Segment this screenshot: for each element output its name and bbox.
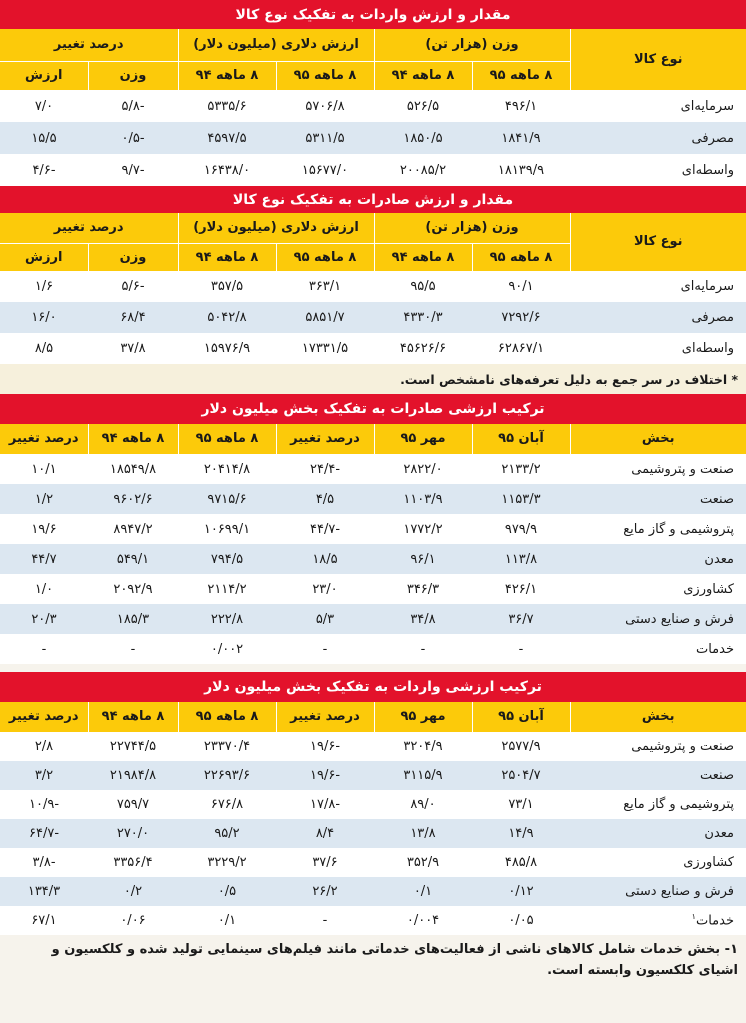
table-row [0, 906, 746, 935]
header-sector: بخش [570, 702, 746, 732]
row-label: صنعت و پتروشیمی [570, 732, 746, 761]
cell: ۵۳۳۵/۶ [178, 90, 276, 122]
cell: ۰/۲ [88, 877, 178, 906]
header-v95: ۸ ماهه ۹۵ [276, 61, 374, 90]
cell: ۰/۱ [178, 906, 276, 935]
cell: ۱۸/۵ [276, 544, 374, 574]
cell: ۱/۲ [0, 484, 88, 514]
cell: -۴/۶ [0, 154, 88, 186]
cell: ۱۰/۱ [0, 454, 88, 484]
header-change: درصد تغییر [276, 702, 374, 732]
cell: ۷/۰ [0, 90, 88, 122]
cell: ۰/۰۰۴ [374, 906, 472, 935]
imports-by-sector-title: ترکیب ارزشی واردات به تفکیک بخش میلیون دلار [0, 672, 746, 702]
cell: ۱۵/۵ [0, 122, 88, 154]
header-w94: ۸ ماهه ۹۴ [374, 243, 472, 271]
row-label: پتروشیمی و گاز مایع [570, 514, 746, 544]
cell: ۷۲۹۲/۶ [472, 302, 570, 333]
cell: -۰/۵ [88, 122, 178, 154]
header-v94: ۸ ماهه ۹۴ [178, 61, 276, 90]
cell: ۲۵۷۷/۹ [472, 732, 570, 761]
cell: ۱۸۱۳۹/۹ [472, 154, 570, 186]
cell: ۳۶/۷ [472, 604, 570, 634]
header-change-2: درصد تغییر [0, 702, 88, 732]
cell: ۳۷/۶ [276, 848, 374, 877]
exports-by-type-table [0, 213, 746, 364]
cell: ۰/۰۶ [88, 906, 178, 935]
row-label: واسطه‌ای [570, 333, 746, 364]
cell: ۳۵۷/۵ [178, 271, 276, 302]
cell: ۹۶/۱ [374, 544, 472, 574]
header-m8-95: ۸ ماهه ۹۵ [178, 702, 276, 732]
cell: ۵۳۱۱/۵ [276, 122, 374, 154]
table-row [0, 122, 746, 154]
cell: -۱۹/۶ [276, 732, 374, 761]
row-label: کشاورزی [570, 848, 746, 877]
spacer [0, 664, 746, 672]
cell: ۹۷۱۵/۶ [178, 484, 276, 514]
cell: ۸/۴ [276, 819, 374, 848]
cell: ۲۳۳۷۰/۴ [178, 732, 276, 761]
cell: ۴۳۳۰/۳ [374, 302, 472, 333]
header-mehr95: مهر ۹۵ [374, 702, 472, 732]
row-label: مصرفی [570, 302, 746, 333]
row-label [570, 906, 746, 935]
cell: ۳۴۶/۳ [374, 574, 472, 604]
cell: ۱۵۶۷۷/۰ [276, 154, 374, 186]
header-m8-94: ۸ ماهه ۹۴ [88, 702, 178, 732]
table-row [0, 848, 746, 877]
cell: ۱۱۳/۸ [472, 544, 570, 574]
header-aban95: آبان ۹۵ [472, 702, 570, 732]
cell: ۲۱۱۴/۲ [178, 574, 276, 604]
row-label: صنعت و پتروشیمی [570, 454, 746, 484]
cell: ۱۷۳۳۱/۵ [276, 333, 374, 364]
cell: ۶۷/۱ [0, 906, 88, 935]
tariff-note: * اختلاف در سر جمع به دلیل تعرفه‌های نامشخص است. [0, 364, 746, 394]
cell: -۱۹/۶ [276, 761, 374, 790]
row-label: فرش و صنایع دستی [570, 877, 746, 906]
cell: ۴/۵ [276, 484, 374, 514]
cell: ۵۰۴۲/۸ [178, 302, 276, 333]
imports-by-type-title: مقدار و ارزش واردات به تفکیک نوع کالا [0, 0, 746, 29]
cell: ۵۸۵۱/۷ [276, 302, 374, 333]
cell: - [374, 634, 472, 664]
cell: ۱۸۴۱/۹ [472, 122, 570, 154]
cell: ۸۹۴۷/۲ [88, 514, 178, 544]
cell: ۱۸۵۴۹/۸ [88, 454, 178, 484]
cell: ۱۸۵۰/۵ [374, 122, 472, 154]
cell: ۴۵۶۲۶/۶ [374, 333, 472, 364]
cell: -۵/۸ [88, 90, 178, 122]
services-footnote: ۱- بخش خدمات شامل کالاهای ناشی از فعالیت‌های خدماتی مانند فیلم‌های سینمایی تولید شده و کلکسیون و اشیای کلکسیون وابسته است. [51, 942, 738, 978]
table-row [0, 454, 746, 484]
cell: - [0, 634, 88, 664]
exports-by-type-title: مقدار و ارزش صادرات به تفکیک نوع کالا [0, 186, 746, 213]
cell: ۲۶/۲ [276, 877, 374, 906]
cell: ۷۵۹/۷ [88, 790, 178, 819]
table-row [0, 271, 746, 302]
table-row [0, 302, 746, 333]
row-label: سرمایه‌ای [570, 271, 746, 302]
cell: ۳۴/۸ [374, 604, 472, 634]
header-sector: بخش [570, 424, 746, 454]
header-weight-group: وزن (هزار تن) [374, 213, 570, 243]
cell: ۱/۰ [0, 574, 88, 604]
cell: ۱/۶ [0, 271, 88, 302]
table-row [0, 761, 746, 790]
header-change: درصد تغییر [276, 424, 374, 454]
cell: ۲۳/۰ [276, 574, 374, 604]
header-value-group: ارزش دلاری (میلیون دلار) [178, 29, 374, 61]
cell: ۳/۲ [0, 761, 88, 790]
cell: - [88, 634, 178, 664]
cell: ۱۶۴۳۸/۰ [178, 154, 276, 186]
cell: ۳۲۰۴/۹ [374, 732, 472, 761]
row-label: مصرفی [570, 122, 746, 154]
exports-by-sector-title: ترکیب ارزشی صادرات به تفکیک بخش میلیون دلار [0, 394, 746, 424]
cell: ۹۰/۱ [472, 271, 570, 302]
cell: ۶۷۶/۸ [178, 790, 276, 819]
cell: ۱۱۰۳/۹ [374, 484, 472, 514]
cell: -۶۴/۷ [0, 819, 88, 848]
cell: ۲۱۹۸۴/۸ [88, 761, 178, 790]
header-aban95: آبان ۹۵ [472, 424, 570, 454]
cell: ۳۳۵۶/۴ [88, 848, 178, 877]
cell: ۴۵۹۷/۵ [178, 122, 276, 154]
cell: ۶۲۸۶۷/۱ [472, 333, 570, 364]
cell: ۱۱۵۳/۳ [472, 484, 570, 514]
cell: ۸۹/۰ [374, 790, 472, 819]
cell: ۰/۵ [178, 877, 276, 906]
cell: - [472, 634, 570, 664]
cell: ۲/۸ [0, 732, 88, 761]
cell: ۴۴/۷ [0, 544, 88, 574]
cell: ۲۵۰۴/۷ [472, 761, 570, 790]
cell: ۰/۱۲ [472, 877, 570, 906]
cell: ۲۰۴۱۴/۸ [178, 454, 276, 484]
header-type: نوع کالا [570, 213, 746, 271]
cell: ۲۰۰۸۵/۲ [374, 154, 472, 186]
cell: ۹۵/۵ [374, 271, 472, 302]
cell: ۹۷۹/۹ [472, 514, 570, 544]
table-row [0, 634, 746, 664]
cell: ۵/۳ [276, 604, 374, 634]
cell: ۶۸/۴ [88, 302, 178, 333]
table-row [0, 604, 746, 634]
header-change-weight: وزن [88, 243, 178, 271]
cell: - [276, 634, 374, 664]
cell: ۱۷۷۲/۲ [374, 514, 472, 544]
row-label: معدن [570, 819, 746, 848]
cell: ۴۸۵/۸ [472, 848, 570, 877]
cell: -۱۰/۹ [0, 790, 88, 819]
header-change-value: ارزش [0, 243, 88, 271]
table-row [0, 544, 746, 574]
cell: ۴۹۶/۱ [472, 90, 570, 122]
header-change-group: درصد تغییر [0, 29, 178, 61]
cell: ۷۳/۱ [472, 790, 570, 819]
table-row [0, 90, 746, 122]
row-label: خدمات [570, 634, 746, 664]
footnote-mark: ۱ [691, 912, 696, 922]
row-label: پتروشیمی و گاز مایع [570, 790, 746, 819]
row-label: فرش و صنایع دستی [570, 604, 746, 634]
row-label: صنعت [570, 761, 746, 790]
cell: ۳۱۱۵/۹ [374, 761, 472, 790]
cell: ۳۵۲/۹ [374, 848, 472, 877]
cell: ۵۲۶/۵ [374, 90, 472, 122]
header-change-2: درصد تغییر [0, 424, 88, 454]
cell: ۲۸۲۲/۰ [374, 454, 472, 484]
table-row [0, 574, 746, 604]
cell: ۳۲۲۹/۲ [178, 848, 276, 877]
header-change-weight: وزن [88, 61, 178, 90]
row-label-text: خدمات [695, 913, 734, 929]
cell: ۱۹/۶ [0, 514, 88, 544]
header-mehr95: مهر ۹۵ [374, 424, 472, 454]
header-m8-95: ۸ ماهه ۹۵ [178, 424, 276, 454]
cell: -۳/۸ [0, 848, 88, 877]
cell: ۲۲۲/۸ [178, 604, 276, 634]
cell: ۵۷۰۶/۸ [276, 90, 374, 122]
row-label: معدن [570, 544, 746, 574]
cell: -۲۴/۴ [276, 454, 374, 484]
table-row [0, 819, 746, 848]
header-w94: ۸ ماهه ۹۴ [374, 61, 472, 90]
exports-by-sector-table [0, 424, 746, 664]
cell: ۰/۰۰۲ [178, 634, 276, 664]
cell: ۲۱۳۳/۲ [472, 454, 570, 484]
table-row [0, 877, 746, 906]
header-w95: ۸ ماهه ۹۵ [472, 61, 570, 90]
header-m8-94: ۸ ماهه ۹۴ [88, 424, 178, 454]
cell: ۸/۵ [0, 333, 88, 364]
cell: ۲۰۹۲/۹ [88, 574, 178, 604]
header-w95: ۸ ماهه ۹۵ [472, 243, 570, 271]
cell: -۵/۶ [88, 271, 178, 302]
table-row [0, 732, 746, 761]
cell: ۹۶۰۲/۶ [88, 484, 178, 514]
header-weight-group: وزن (هزار تن) [374, 29, 570, 61]
cell: ۱۸۵/۳ [88, 604, 178, 634]
table-row [0, 514, 746, 544]
cell: - [276, 906, 374, 935]
header-value-group: ارزش دلاری (میلیون دلار) [178, 213, 374, 243]
cell: ۰/۰۵ [472, 906, 570, 935]
cell: ۷۹۴/۵ [178, 544, 276, 574]
cell: ۵۴۹/۱ [88, 544, 178, 574]
cell: -۹/۷ [88, 154, 178, 186]
header-change-group: درصد تغییر [0, 213, 178, 243]
header-v95: ۸ ماهه ۹۵ [276, 243, 374, 271]
table-row [0, 484, 746, 514]
cell: ۱۴/۹ [472, 819, 570, 848]
cell: ۱۰۶۹۹/۱ [178, 514, 276, 544]
header-change-value: ارزش [0, 61, 88, 90]
row-label: صنعت [570, 484, 746, 514]
cell: -۴۴/۷ [276, 514, 374, 544]
cell: -۱۷/۸ [276, 790, 374, 819]
table-row [0, 333, 746, 364]
row-label: کشاورزی [570, 574, 746, 604]
row-label: سرمایه‌ای [570, 90, 746, 122]
cell: ۳۷/۸ [88, 333, 178, 364]
cell: ۱۵۹۷۶/۹ [178, 333, 276, 364]
cell: ۲۲۶۹۳/۶ [178, 761, 276, 790]
imports-by-type-table [0, 29, 746, 186]
cell: ۹۵/۲ [178, 819, 276, 848]
cell: ۲۷۰/۰ [88, 819, 178, 848]
header-type: نوع کالا [570, 29, 746, 90]
cell: ۱۳۴/۳ [0, 877, 88, 906]
table-row [0, 790, 746, 819]
cell: ۴۲۶/۱ [472, 574, 570, 604]
cell: ۰/۱ [374, 877, 472, 906]
header-v94: ۸ ماهه ۹۴ [178, 243, 276, 271]
cell: ۲۲۷۴۴/۵ [88, 732, 178, 761]
cell: ۱۶/۰ [0, 302, 88, 333]
table-row [0, 154, 746, 186]
cell: ۱۳/۸ [374, 819, 472, 848]
cell: ۳۶۳/۱ [276, 271, 374, 302]
row-label: واسطه‌ای [570, 154, 746, 186]
cell: ۲۰/۳ [0, 604, 88, 634]
imports-by-sector-table [0, 702, 746, 935]
